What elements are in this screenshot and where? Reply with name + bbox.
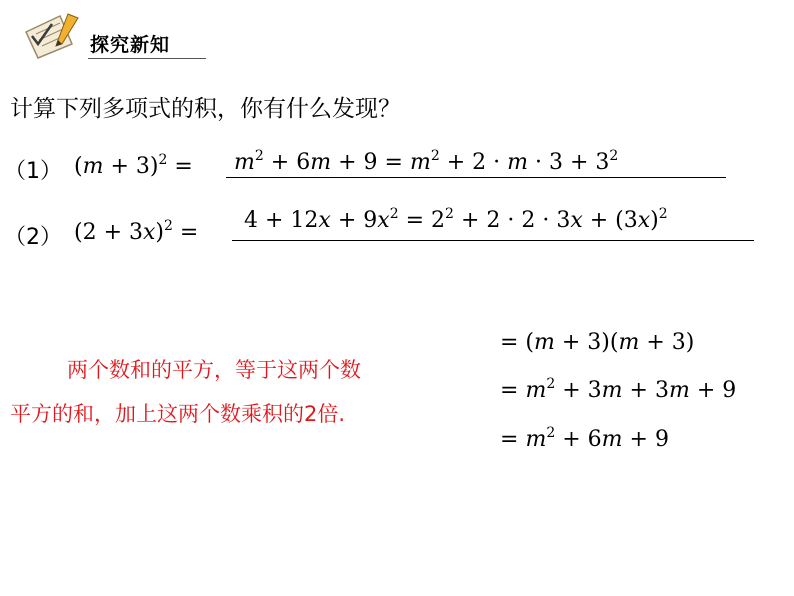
- derivation-step-3: = $m^2 + 6m + 9$: [500, 425, 669, 452]
- derivation-step-2: = $m^2 + 3m + 3m + 9$: [500, 376, 737, 403]
- question-text: 计算下列多项式的积，你有什么发现？: [10, 96, 401, 122]
- header-divider: [88, 58, 206, 59]
- problem-1-expression: $(m + 3)^2$ =: [74, 152, 193, 179]
- problem-1-number: （1）: [4, 159, 62, 184]
- problem-2-answer: $4 + 12x + 9x^2 = 2^2 + 2 \cdot 2 \cdot 3x + (3x)^2$: [244, 206, 668, 233]
- derivation-step-1: = (m + 3)(m + 3): [500, 330, 695, 355]
- problem-2-answer-line: [232, 240, 754, 241]
- section-title: 探究新知: [90, 34, 171, 56]
- problem-1-answer: $m^2 + 6m + 9 = m^2 + 2 \cdot m \cdot 3 + 3^2$: [234, 148, 619, 175]
- problem-1-answer-line: [226, 177, 726, 178]
- conclusion-line-2: 平方的和，加上这两个数乘积的2倍.: [10, 402, 346, 426]
- conclusion-line-1: 两个数和的平方，等于这两个数: [67, 358, 361, 382]
- problem-2-expression: $(2 + 3x)^2$ =: [74, 218, 199, 245]
- problem-2-number: （2）: [4, 225, 62, 250]
- pencil-paper-icon: [22, 10, 88, 60]
